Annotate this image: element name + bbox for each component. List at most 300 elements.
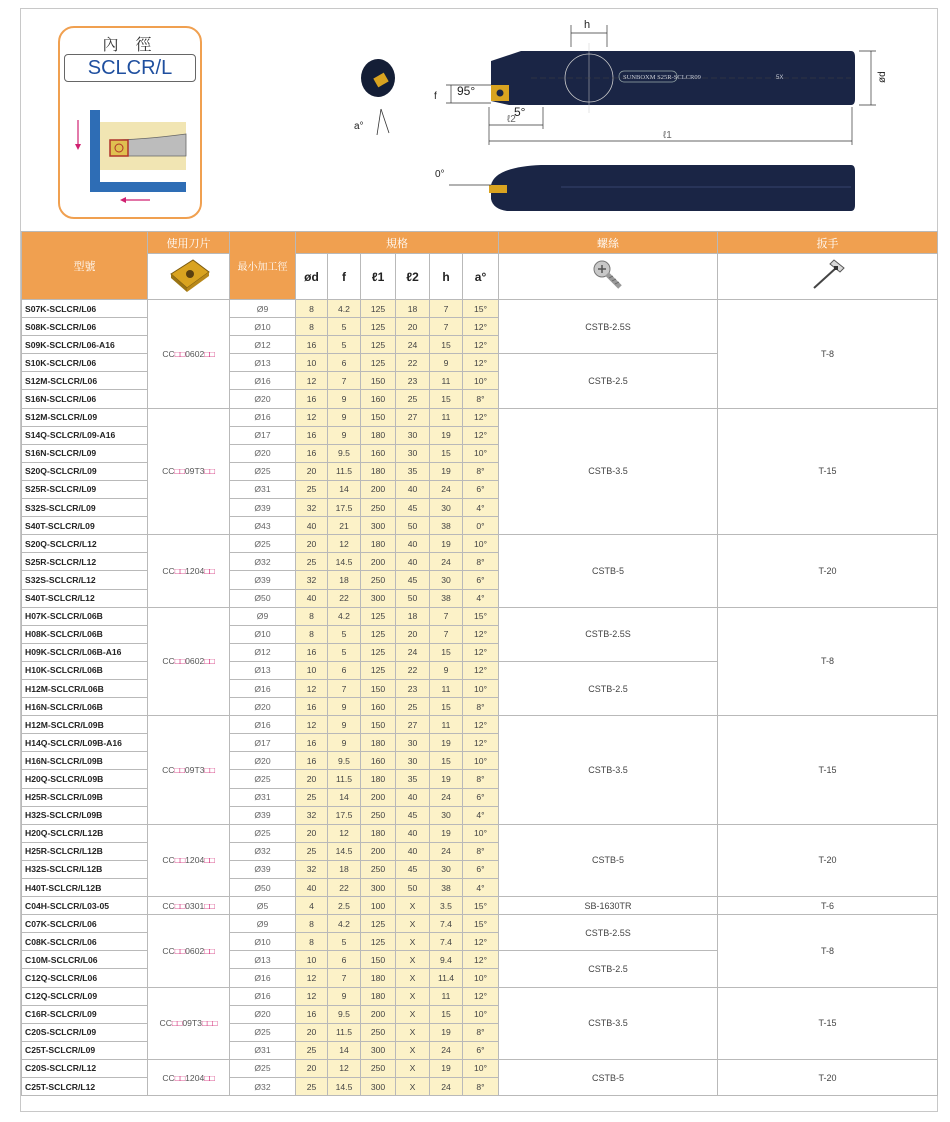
insert-placeholder-box: □□ — [174, 348, 186, 359]
spec-h-cell: 9 — [430, 661, 463, 679]
spec-a-cell: 8° — [463, 1078, 499, 1096]
spec-l2-cell: 30 — [396, 426, 430, 444]
spec-d-cell: 8 — [296, 933, 328, 951]
spec-h-cell: 9 — [430, 354, 463, 372]
spec-d-cell: 16 — [296, 426, 328, 444]
label-a-angle: a° — [354, 121, 364, 132]
spec-l2-cell: 45 — [396, 571, 430, 589]
spec-d-cell: 12 — [296, 408, 328, 426]
min-bore-cell: Ø16 — [230, 372, 296, 390]
spec-d-cell: 40 — [296, 589, 328, 607]
spec-d-cell: 25 — [296, 553, 328, 571]
min-bore-cell: Ø10 — [230, 625, 296, 643]
spec-f-cell: 9 — [328, 426, 361, 444]
spec-d-cell: 25 — [296, 788, 328, 806]
spec-f-cell: 5 — [328, 933, 361, 951]
spec-l2-cell: 24 — [396, 643, 430, 661]
spec-d-cell: 25 — [296, 1041, 328, 1059]
insert-size: 09T3 — [184, 764, 205, 775]
min-bore-cell: Ø17 — [230, 734, 296, 752]
insert-placeholder-box: □□ — [204, 466, 215, 477]
spec-l1-cell: 125 — [361, 318, 396, 336]
model-cell: S08K-SCLCR/L06 — [22, 318, 148, 336]
min-bore-cell: Ø32 — [230, 842, 296, 860]
spec-a-cell: 6° — [463, 571, 499, 589]
spec-l1-cell: 300 — [361, 879, 396, 897]
spec-h-cell: 19 — [430, 770, 463, 788]
spec-h-cell: 15 — [430, 698, 463, 716]
model-cell: S14Q-SCLCR/L09-A16 — [22, 426, 148, 444]
min-bore-cell: Ø32 — [230, 1078, 296, 1096]
spec-f-cell: 17.5 — [328, 806, 361, 824]
spec-h-cell: 19 — [430, 1059, 463, 1077]
insert-placeholder-box: □□ — [204, 1072, 215, 1083]
spec-d-cell: 8 — [296, 625, 328, 643]
insert-code-cell — [148, 915, 230, 987]
spec-h-cell: 30 — [430, 806, 463, 824]
spec-l2-cell: X — [396, 987, 430, 1005]
spec-f-cell: 9.5 — [328, 444, 361, 462]
spec-l1-cell: 125 — [361, 336, 396, 354]
wrench-cell: T-15 — [718, 716, 938, 825]
insert-size: 0602 — [185, 348, 205, 359]
model-cell: C12Q-SCLCR/L09 — [22, 987, 148, 1005]
model-cell: S25R-SCLCR/L09 — [22, 480, 148, 498]
model-cell: H07K-SCLCR/L06B — [22, 607, 148, 625]
min-bore-cell: Ø25 — [230, 1059, 296, 1077]
wrench-cell: T-20 — [718, 1059, 938, 1095]
spec-l1-cell: 160 — [361, 698, 396, 716]
min-bore-cell: Ø31 — [230, 480, 296, 498]
spec-l1-cell: 250 — [361, 860, 396, 878]
spec-f-cell: 14.5 — [328, 553, 361, 571]
spec-a-cell: 15° — [463, 607, 499, 625]
spec-l1-cell: 125 — [361, 354, 396, 372]
min-bore-cell: Ø10 — [230, 318, 296, 336]
spec-d-cell: 10 — [296, 661, 328, 679]
spec-h-cell: 15 — [430, 1005, 463, 1023]
spec-l1-cell: 160 — [361, 390, 396, 408]
model-cell: H20Q-SCLCR/L09B — [22, 770, 148, 788]
spec-h-cell: 30 — [430, 860, 463, 878]
min-bore-cell: Ø50 — [230, 879, 296, 897]
wrench-icon-cell — [718, 254, 938, 300]
spec-l2-cell: 27 — [396, 408, 430, 426]
spec-l1-cell: 180 — [361, 770, 396, 788]
header-minbore: 最小加工徑 — [230, 232, 296, 300]
min-bore-cell: Ø9 — [230, 607, 296, 625]
spec-l2-cell: 35 — [396, 462, 430, 480]
spec-a-cell: 12° — [463, 734, 499, 752]
spec-d-cell: 12 — [296, 716, 328, 734]
label-l1: ℓ1 — [663, 130, 672, 141]
min-bore-cell: Ø10 — [230, 933, 296, 951]
spec-l2-cell: X — [396, 951, 430, 969]
spec-a-cell: 8° — [463, 698, 499, 716]
spec-l1-cell: 200 — [361, 480, 396, 498]
insert-code-cell — [148, 535, 230, 607]
spec-f-cell: 7 — [328, 372, 361, 390]
spec-d-cell: 16 — [296, 734, 328, 752]
spec-h-cell: 11 — [430, 408, 463, 426]
min-bore-cell: Ø25 — [230, 770, 296, 788]
spec-h-cell: 19 — [430, 1023, 463, 1041]
insert-placeholder-box: □□ — [174, 656, 186, 667]
spec-a-cell: 4° — [463, 589, 499, 607]
spec-f-cell: 5 — [328, 318, 361, 336]
spec-l1-cell: 200 — [361, 788, 396, 806]
wrench-cell: T-8 — [718, 607, 938, 716]
model-cell: H09K-SCLCR/L06B-A16 — [22, 643, 148, 661]
spec-l1-cell: 300 — [361, 1078, 396, 1096]
insert-prefix: CC — [162, 855, 175, 866]
spec-d-cell: 20 — [296, 1059, 328, 1077]
spec-f-cell: 11.5 — [328, 770, 361, 788]
insert-icon-cell — [148, 254, 230, 300]
table-row — [22, 915, 938, 933]
spec-a-cell: 4° — [463, 879, 499, 897]
spec-d-cell: 25 — [296, 1078, 328, 1096]
insert-code-cell — [148, 408, 230, 535]
spec-a-cell: 6° — [463, 1041, 499, 1059]
model-cell: H32S-SCLCR/L09B — [22, 806, 148, 824]
spec-a-cell: 10° — [463, 679, 499, 697]
spec-f-cell: 7 — [328, 679, 361, 697]
insert-size: 1204 — [185, 565, 205, 576]
torx-wrench-icon — [804, 256, 852, 294]
label-d: ød — [877, 71, 888, 83]
spec-f-cell: 9 — [328, 698, 361, 716]
spec-l2-cell: 25 — [396, 390, 430, 408]
spec-d-cell: 25 — [296, 842, 328, 860]
spec-h-cell: 15 — [430, 643, 463, 661]
spec-h-cell: 3.5 — [430, 897, 463, 915]
insert-prefix: CC — [162, 656, 175, 667]
spec-l1-cell: 150 — [361, 716, 396, 734]
spec-l1-cell: 125 — [361, 643, 396, 661]
spec-l2-cell: 45 — [396, 499, 430, 517]
spec-l2-cell: X — [396, 1023, 430, 1041]
spec-l1-cell: 150 — [361, 951, 396, 969]
model-cell: S16N-SCLCR/L06 — [22, 390, 148, 408]
spec-l2-cell: 45 — [396, 860, 430, 878]
spec-a-cell: 12° — [463, 643, 499, 661]
spec-f-cell: 21 — [328, 517, 361, 535]
spec-a-cell: 10° — [463, 752, 499, 770]
spec-l1-cell: 125 — [361, 933, 396, 951]
diagram-area — [21, 9, 937, 231]
label-l2: ℓ2 — [507, 114, 516, 125]
spec-l2-cell: 40 — [396, 553, 430, 571]
header-screw: 螺絲 — [499, 232, 718, 254]
min-bore-cell: Ø31 — [230, 788, 296, 806]
spec-l1-cell: 125 — [361, 607, 396, 625]
spec-a-cell: 12° — [463, 336, 499, 354]
insert-prefix: CC — [162, 565, 175, 576]
spec-h-cell: 7 — [430, 625, 463, 643]
spec-l1-cell: 100 — [361, 897, 396, 915]
screw-cell: CSTB-5 — [499, 1059, 718, 1095]
boring-diagram-icon — [70, 100, 190, 210]
spec-h-cell: 15 — [430, 752, 463, 770]
insert-code-cell — [148, 824, 230, 896]
min-bore-cell: Ø43 — [230, 517, 296, 535]
spec-d-cell: 8 — [296, 915, 328, 933]
model-cell: H12M-SCLCR/L09B — [22, 716, 148, 734]
min-bore-cell: Ø20 — [230, 390, 296, 408]
spec-d-cell: 32 — [296, 806, 328, 824]
spec-a-cell: 12° — [463, 354, 499, 372]
tool-marking: SUNBOXM S25R-SCLCR09 — [623, 74, 701, 81]
model-cell: S09K-SCLCR/L06-A16 — [22, 336, 148, 354]
spec-d-cell: 20 — [296, 824, 328, 842]
model-cell: H12M-SCLCR/L06B — [22, 679, 148, 697]
min-bore-cell: Ø5 — [230, 897, 296, 915]
spec-f-cell: 14 — [328, 1041, 361, 1059]
min-bore-cell: Ø13 — [230, 951, 296, 969]
spec-a-cell: 4° — [463, 499, 499, 517]
spec-h-cell: 9.4 — [430, 951, 463, 969]
insert-placeholder-box: □□ — [174, 1072, 186, 1083]
spec-f-cell: 9.5 — [328, 752, 361, 770]
spec-table — [21, 231, 938, 1096]
spec-d-cell: 4 — [296, 897, 328, 915]
spec-h-cell: 11 — [430, 679, 463, 697]
spec-a-cell: 10° — [463, 372, 499, 390]
min-bore-cell: Ø39 — [230, 571, 296, 589]
model-cell: H25R-SCLCR/L12B — [22, 842, 148, 860]
spec-l2-cell: 22 — [396, 354, 430, 372]
spec-h-cell: 30 — [430, 571, 463, 589]
spec-h-cell: 7.4 — [430, 915, 463, 933]
model-cell: S32S-SCLCR/L12 — [22, 571, 148, 589]
tool-marking-right: 5X — [776, 75, 784, 81]
label-95-deg: 95° — [457, 84, 476, 98]
table-row — [22, 300, 938, 318]
screw-icon-cell — [499, 254, 718, 300]
spec-l2-cell: X — [396, 1078, 430, 1096]
spec-a-cell: 15° — [463, 897, 499, 915]
spec-l1-cell: 250 — [361, 1023, 396, 1041]
wrench-cell: T-15 — [718, 408, 938, 535]
spec-a-cell: 8° — [463, 1023, 499, 1041]
table-row — [22, 607, 938, 625]
table-row — [22, 897, 938, 915]
spec-f-cell: 14 — [328, 480, 361, 498]
model-cell: H16N-SCLCR/L06B — [22, 698, 148, 716]
min-bore-cell: Ø16 — [230, 987, 296, 1005]
spec-a-cell: 4° — [463, 806, 499, 824]
spec-l1-cell: 180 — [361, 535, 396, 553]
col-l2: ℓ2 — [396, 254, 430, 300]
screw-cell: CSTB-2.5 — [499, 951, 718, 987]
spec-d-cell: 8 — [296, 607, 328, 625]
label-f: f — [434, 91, 437, 102]
insert-placeholder-box: □□ — [174, 466, 185, 477]
spec-d-cell: 16 — [296, 336, 328, 354]
spec-l1-cell: 300 — [361, 589, 396, 607]
spec-a-cell: 10° — [463, 1059, 499, 1077]
spec-d-cell: 32 — [296, 499, 328, 517]
spec-l1-cell: 300 — [361, 1041, 396, 1059]
insert-prefix: CC — [159, 1018, 172, 1029]
spec-h-cell: 7 — [430, 607, 463, 625]
insert-placeholder-box: □□ — [174, 945, 186, 956]
model-cell: S07K-SCLCR/L06 — [22, 300, 148, 318]
min-bore-cell: Ø20 — [230, 444, 296, 462]
spec-a-cell: 15° — [463, 915, 499, 933]
spec-f-cell: 6 — [328, 354, 361, 372]
spec-d-cell: 16 — [296, 698, 328, 716]
spec-d-cell: 12 — [296, 679, 328, 697]
spec-a-cell: 6° — [463, 480, 499, 498]
spec-h-cell: 7 — [430, 318, 463, 336]
spec-l2-cell: 18 — [396, 300, 430, 318]
min-bore-cell: Ø13 — [230, 661, 296, 679]
spec-d-cell: 20 — [296, 462, 328, 480]
model-cell: C25T-SCLCR/L09 — [22, 1041, 148, 1059]
model-cell: C16R-SCLCR/L09 — [22, 1005, 148, 1023]
spec-h-cell: 24 — [430, 788, 463, 806]
insert-placeholder-box: □□ — [204, 945, 215, 956]
spec-a-cell: 12° — [463, 716, 499, 734]
spec-l1-cell: 125 — [361, 625, 396, 643]
spec-l2-cell: X — [396, 897, 430, 915]
header-model: 型號 — [22, 232, 148, 300]
insert-prefix: CC — [162, 466, 175, 477]
spec-l2-cell: 50 — [396, 517, 430, 535]
spec-h-cell: 19 — [430, 535, 463, 553]
spec-l1-cell: 150 — [361, 679, 396, 697]
spec-l2-cell: 45 — [396, 806, 430, 824]
spec-l2-cell: 27 — [396, 716, 430, 734]
spec-d-cell: 12 — [296, 987, 328, 1005]
spec-l1-cell: 160 — [361, 444, 396, 462]
spec-l2-cell: 40 — [396, 535, 430, 553]
min-bore-cell: Ø9 — [230, 300, 296, 318]
wrench-cell: T-20 — [718, 824, 938, 896]
min-bore-cell: Ø39 — [230, 499, 296, 517]
label-h: h — [584, 19, 591, 31]
spec-l2-cell: 24 — [396, 336, 430, 354]
spec-l1-cell: 200 — [361, 553, 396, 571]
spec-f-cell: 22 — [328, 589, 361, 607]
spec-l1-cell: 250 — [361, 571, 396, 589]
spec-l1-cell: 150 — [361, 372, 396, 390]
spec-h-cell: 30 — [430, 499, 463, 517]
insert-size: 1204 — [185, 1072, 205, 1083]
insert-code-cell — [148, 607, 230, 716]
header-wrench: 扳手 — [718, 232, 938, 254]
model-cell: H08K-SCLCR/L06B — [22, 625, 148, 643]
spec-d-cell: 20 — [296, 770, 328, 788]
screw-cell: CSTB-2.5 — [499, 354, 718, 408]
spec-d-cell: 12 — [296, 372, 328, 390]
spec-l1-cell: 125 — [361, 915, 396, 933]
spec-f-cell: 5 — [328, 643, 361, 661]
model-cell: C08K-SCLCR/L06 — [22, 933, 148, 951]
screw-cell: CSTB-2.5S — [499, 300, 718, 354]
spec-h-cell: 11.4 — [430, 969, 463, 987]
spec-l2-cell: 30 — [396, 734, 430, 752]
table-row — [22, 716, 938, 734]
spec-l2-cell: 35 — [396, 770, 430, 788]
screw-cell: CSTB-3.5 — [499, 408, 718, 535]
insert-prefix: CC — [162, 945, 175, 956]
insert-code-cell — [148, 716, 230, 825]
model-cell: S40T-SCLCR/L09 — [22, 517, 148, 535]
spec-d-cell: 8 — [296, 300, 328, 318]
spec-a-cell: 10° — [463, 1005, 499, 1023]
spec-f-cell: 14.5 — [328, 842, 361, 860]
spec-d-cell: 10 — [296, 951, 328, 969]
model-cell: H10K-SCLCR/L06B — [22, 661, 148, 679]
col-h: h — [430, 254, 463, 300]
insert-placeholder-box: □□□ — [201, 1018, 218, 1029]
spec-h-cell: 19 — [430, 824, 463, 842]
spec-a-cell: 8° — [463, 553, 499, 571]
min-bore-cell: Ø25 — [230, 1023, 296, 1041]
spec-d-cell: 16 — [296, 1005, 328, 1023]
spec-h-cell: 24 — [430, 1041, 463, 1059]
spec-h-cell: 38 — [430, 517, 463, 535]
spec-l1-cell: 200 — [361, 1005, 396, 1023]
spec-f-cell: 18 — [328, 571, 361, 589]
min-bore-cell: Ø32 — [230, 553, 296, 571]
spec-h-cell: 15 — [430, 390, 463, 408]
spec-l2-cell: X — [396, 933, 430, 951]
insert-size: 09T3 — [182, 1018, 202, 1029]
insert-code-cell — [148, 300, 230, 409]
spec-l2-cell: 30 — [396, 444, 430, 462]
insert-prefix: CC — [162, 900, 175, 911]
min-bore-cell: Ø50 — [230, 589, 296, 607]
table-row — [22, 1059, 938, 1077]
spec-f-cell: 11.5 — [328, 462, 361, 480]
spec-l2-cell: X — [396, 915, 430, 933]
model-cell: S12M-SCLCR/L06 — [22, 372, 148, 390]
spec-h-cell: 24 — [430, 553, 463, 571]
min-bore-cell: Ø25 — [230, 462, 296, 480]
min-bore-cell: Ø16 — [230, 969, 296, 987]
catalog-page — [20, 8, 938, 1112]
wrench-cell: T-15 — [718, 987, 938, 1059]
screw-cell: CSTB-2.5S — [499, 915, 718, 951]
spec-l2-cell: 23 — [396, 679, 430, 697]
spec-l2-cell: 40 — [396, 824, 430, 842]
spec-l1-cell: 200 — [361, 842, 396, 860]
table-row — [22, 824, 938, 842]
spec-a-cell: 6° — [463, 788, 499, 806]
spec-l1-cell: 180 — [361, 462, 396, 480]
spec-l1-cell: 250 — [361, 499, 396, 517]
spec-f-cell: 9 — [328, 390, 361, 408]
spec-a-cell: 12° — [463, 951, 499, 969]
spec-l2-cell: X — [396, 1041, 430, 1059]
insert-size: 09T3 — [184, 466, 205, 477]
insert-placeholder-box: □□ — [174, 565, 186, 576]
spec-h-cell: 19 — [430, 734, 463, 752]
spec-table-body — [22, 300, 938, 1096]
min-bore-cell: Ø9 — [230, 915, 296, 933]
screw-cell: CSTB-3.5 — [499, 716, 718, 825]
spec-d-cell: 40 — [296, 517, 328, 535]
spec-l2-cell: 40 — [396, 480, 430, 498]
insert-placeholder-box: □□ — [171, 1018, 183, 1029]
spec-f-cell: 12 — [328, 1059, 361, 1077]
insert-placeholder-box: □□ — [174, 764, 185, 775]
insert-placeholder-box: □□ — [174, 900, 186, 911]
